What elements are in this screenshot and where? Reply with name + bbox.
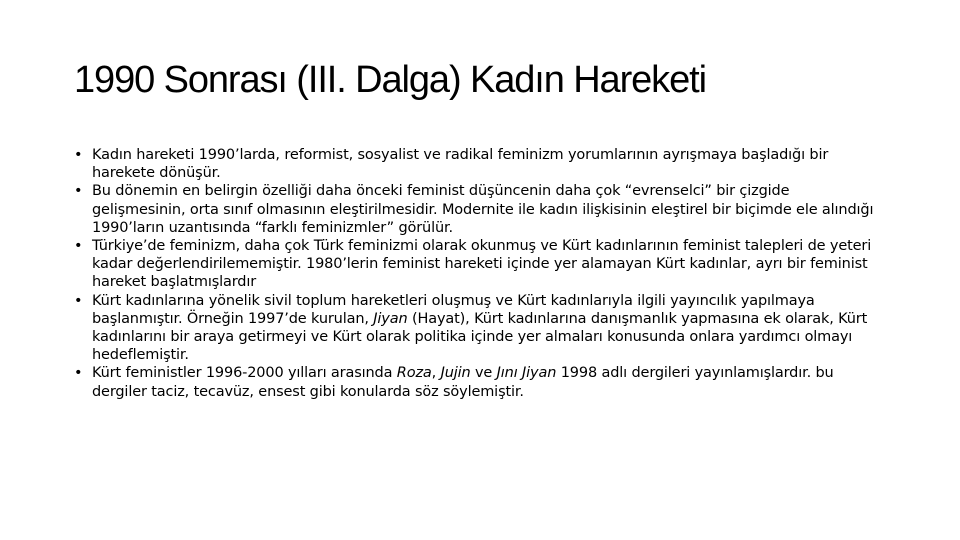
bullet-marker: • <box>74 292 83 309</box>
bullet-marker: • <box>74 365 83 382</box>
bullet-list <box>74 146 874 401</box>
bullet-text-italic: Jujin <box>440 365 471 382</box>
bullet-text-segment: Kürt kadınlarına yönelik sivil toplum hareketleri oluşmuş ve Kürt kadınlarıyla ilgili yayıncılık yapılmaya başlanmıştır. Örneğin 1997’de kurulan, <box>92 292 815 327</box>
bullet-text <box>92 365 834 399</box>
bullet-text <box>92 147 828 181</box>
bullet-text-italic: Jını Jiyan <box>496 365 557 382</box>
slide-title: 1990 Sonrası (III. Dalga) Kadın Hareketi <box>74 59 706 101</box>
bullet-text <box>92 238 871 290</box>
bullet-text-italic: Roza <box>396 365 432 382</box>
bullet-text-segment: Kürt feministler 1996-2000 yılları arasında <box>92 365 397 382</box>
bullet-item <box>74 237 874 292</box>
bullet-item <box>74 146 874 182</box>
bullet-text-segment: (Hayat), Kürt kadınlarına danışmanlık yapmasına ek olarak, Kürt kadınlarını bir araya getirmeyi ve Kürt olarak politika içinde yer almaları konusunda onlara yardımcı olmayı hedeflemiştir. <box>92 310 868 364</box>
bullet-marker: • <box>74 183 83 200</box>
bullet-text <box>92 183 873 235</box>
bullet-text-segment: ve <box>470 365 497 382</box>
bullet-item <box>74 292 874 365</box>
bullet-text-segment: Kadın hareketi 1990’larda, reformist, sosyalist ve radikal feminizm yorumlarının ayrışmaya başladığı bir harekete dönüşür. <box>92 147 829 182</box>
bullet-text-segment: Türkiye’de feminizm, daha çok Türk feminizmi olarak okunmuş ve Kürt kadınlarının feminist talepleri de yeteri kadar değerlendirilememiştir. 1980’lerin feminist hareketi içinde yer alamayan Kürt kadınlar, ayrı bir feminist hareket başlatmışlardır <box>92 238 872 291</box>
bullet-item <box>74 364 874 400</box>
bullet-text <box>92 293 867 364</box>
bullet-text-italic: Jiyan <box>373 310 408 327</box>
bullet-text-segment: Bu dönemin en belirgin özelliği daha önceki feminist düşüncenin daha çok “evrenselci” bir çizgide gelişmesinin, orta sınıf olmasının eleştirilmesidir. Modernite ile kadın ilişkisinin eleştirel bir biçimde ele alındığı 1990’ların uzantısında “farklı feminizmler” görülür. <box>92 183 874 236</box>
bullet-item <box>74 182 874 237</box>
bullet-text-segment: 1998 adlı dergileri yayınlamışlardır. bu dergiler taciz, tecavüz, ensest gibi konularda söz söylemiştir. <box>92 365 834 400</box>
bullet-marker: • <box>74 238 83 255</box>
bullet-text-segment: , <box>431 365 441 382</box>
bullet-marker: • <box>74 147 83 163</box>
